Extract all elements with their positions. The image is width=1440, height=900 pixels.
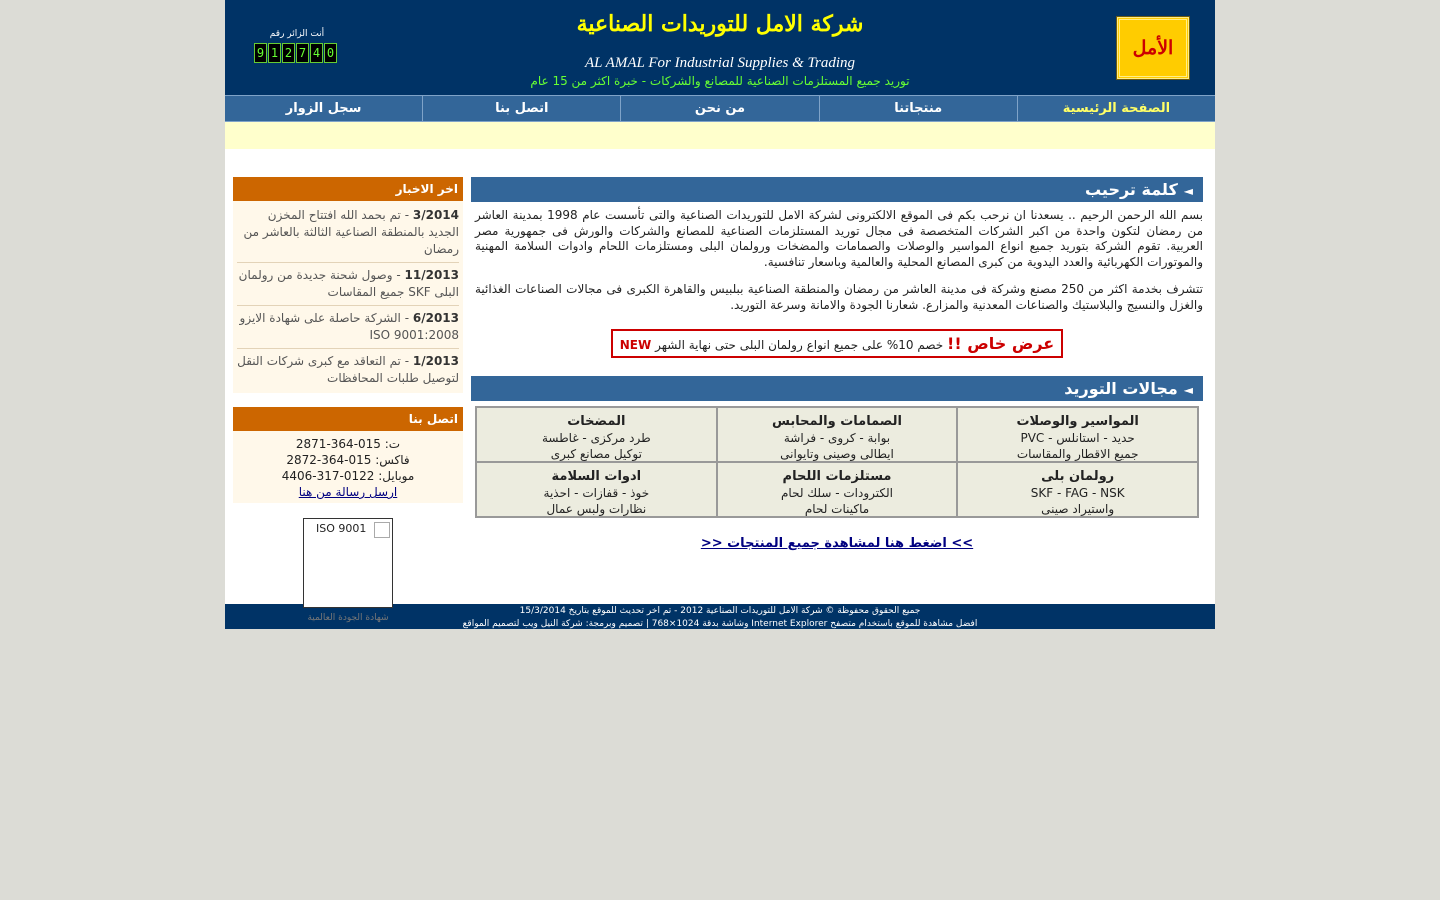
counter-digit: 2: [282, 43, 295, 63]
supply-grid: [475, 406, 1199, 518]
news-text: الشركة حاصلة على شهادة الايزو ISO 9001:2008: [239, 311, 459, 342]
supply-cell-title: الصمامات والمحابس: [772, 414, 902, 429]
contact-phone: ت: 015-364-2871: [295, 437, 401, 451]
nav-guestbook[interactable]: سجل الزوار: [285, 101, 362, 116]
offer-text: خصم 10% على جميع انواع رولمان البلى حتى نهاية الشهر: [655, 338, 944, 352]
contact-mobile: موبايل: 0122-317-4406: [281, 469, 415, 483]
supply-cell-line: توكيل مصانع كبرى: [550, 447, 642, 461]
counter-digit: 0: [324, 43, 337, 63]
special-offer-box: [611, 329, 1063, 358]
welcome-heading-text: كلمة ترحيب: [1084, 180, 1178, 199]
offer-title: عرض خاص !!: [947, 334, 1055, 353]
supply-cell[interactable]: [477, 463, 716, 516]
special-offer-wrap: [471, 329, 1203, 358]
counter-digit: 7: [296, 43, 309, 63]
more-products-wrap: [471, 532, 1203, 551]
news-heading: اخر الاخبار: [233, 177, 463, 201]
visitor-counter: [254, 43, 338, 63]
iso-caption: شهادة الجودة العالمية: [307, 613, 389, 623]
supply-heading-text: مجالات التوريد: [1064, 379, 1178, 398]
news-date: 11/2013: [404, 268, 459, 282]
nav-contact[interactable]: اتصل بنا: [422, 96, 620, 121]
arrow-left-icon: ◄: [1183, 383, 1193, 397]
broken-image-icon: [374, 522, 390, 538]
supply-cell-title: رولمان بلى: [1041, 469, 1115, 484]
counter-digit: 4: [310, 43, 323, 63]
arrow-left-icon: ◄: [1183, 184, 1193, 198]
news-date: 1/2013: [412, 354, 459, 368]
news-list: [233, 201, 463, 393]
supply-cell-title: المضخات: [567, 414, 626, 429]
welcome-paragraph: تتشرف بخدمة اكثر من 250 مصنع وشركة فى مدينة العاشر من رمضان والمنطقة الصناعية ببلبيس والقاهرة الكبرى فى مجالات الصناعات الغذائية والغزل والنسيج والبلاستيك والصناعات المعدنية والمزارع. شعارنا الجودة والامانة وسرعة التوريد.: [475, 282, 1203, 312]
iso-certificate: [233, 518, 463, 623]
news-item: 3/2014 - تم بحمد الله افتتاح المخزن الجديد بالمنطقة الصناعية الثالثة بالعاشر من رمضان: [237, 203, 459, 263]
supply-cell-line: جميع الاقطار والمقاسات: [1016, 447, 1139, 461]
welcome-heading: [471, 177, 1203, 202]
contact-heading: اتصل بنا: [233, 407, 463, 431]
site-tagline: توريد جميع المستلزمات الصناعية للمصانع والشركات - خبرة اكثر من 15 عام: [530, 74, 910, 88]
supply-cell[interactable]: [718, 463, 957, 516]
visitor-counter-label: أنت الزائر رقم: [269, 29, 325, 39]
iso-image[interactable]: [303, 518, 393, 608]
sidebar: [233, 177, 463, 623]
all-products-link[interactable]: >> اضغط هنا لمشاهدة جميع المنتجات <<: [700, 536, 974, 551]
page: [225, 0, 1215, 629]
news-item: 1/2013 - تم التعاقد مع كبرى شركات النقل لتوصيل طلبات المحافظات: [237, 354, 459, 385]
main-nav: [225, 95, 1215, 122]
supply-cell-line: واستيراد صينى: [1041, 502, 1115, 516]
supply-cell[interactable]: [958, 408, 1197, 461]
send-message-link[interactable]: ارسل رسالة من هنا: [298, 485, 398, 499]
nav-home[interactable]: الصفحة الرئيسية: [1017, 96, 1215, 121]
news-text: وصول شحنة جديدة من رولمان البلى SKF جميع المقاسات: [238, 268, 459, 299]
company-logo[interactable]: الأمل: [1117, 17, 1189, 79]
supply-cell[interactable]: [958, 463, 1197, 516]
news-item: 11/2013 - وصول شحنة جديدة من رولمان البلى SKF جميع المقاسات: [237, 263, 459, 306]
iso-alt-text: ISO 9001: [316, 522, 367, 535]
supply-cell-line: ايطالى وصينى وتايوانى: [780, 447, 894, 461]
supply-cell-line: ماكينات لحام: [804, 502, 870, 516]
marquee-strip: [225, 122, 1215, 149]
supply-cell-line: الكترودات - سلك لحام: [780, 486, 894, 500]
site-title-english: AL AMAL For Industrial Supplies & Trading: [584, 55, 856, 71]
supply-cell-line: نظارات ولبس عمال: [546, 502, 647, 516]
supply-cell-title: المواسير والوصلات: [1016, 414, 1139, 429]
contact-fax: فاكس: 015-364-2872: [286, 453, 410, 467]
main-column: [471, 177, 1203, 551]
supply-heading: [471, 376, 1203, 401]
site-title: شركة الامل للتوريدات الصناعية: [576, 11, 864, 37]
news-item: 6/2013 - الشركة حاصلة على شهادة الايزو ISO 9001:2008: [237, 306, 459, 349]
supply-cell-line: حديد - استانلس - PVC: [1020, 431, 1135, 445]
supply-cell[interactable]: [718, 408, 957, 461]
supply-cell-line: طرد مركزى - غاطسة: [541, 431, 651, 445]
news-text: تم بحمد الله افتتاح المخزن الجديد بالمنطقة الصناعية الثالثة بالعاشر من رمضان: [243, 208, 459, 256]
new-badge: NEW: [619, 338, 652, 352]
supply-cell-title: ادوات السلامة: [551, 469, 642, 484]
footer-copyright: جميع الحقوق محفوظة © شركة الامل للتوريدات الصناعية 2012 - تم اخر تحديث للموقع بتاريخ 15/3/2014: [519, 606, 921, 616]
supply-cell-title: مستلزمات اللحام: [782, 469, 892, 484]
news-text: تم التعاقد مع كبرى شركات النقل لتوصيل طلبات المحافظات: [237, 354, 459, 385]
site-header: [225, 0, 1215, 95]
supply-cell[interactable]: [477, 408, 716, 461]
nav-about[interactable]: من نحن: [620, 96, 818, 121]
supply-cell-line: بوابة - كروى - فراشة: [783, 431, 891, 445]
footer-credits: افضل مشاهدة للموقع باستخدام متصفح Internet Explorer وشاشة بدقة 1024×768 | تصميم وبرمجة: شركة النيل ويب لتصميم المواقع: [462, 619, 978, 629]
welcome-paragraph: بسم الله الرحمن الرحيم .. يسعدنا ان نرحب بكم فى الموقع الالكترونى لشركة الامل للتوريدات الصناعية والتى تأسست عام 1998 بمدينة العاشر من رمضان لتكون واحدة من اكبر الشركات المتخصصة فى مجال توريد المستلزمات الصناعية للمصانع والشركات والورش فى جمهورية مصر العربية. تقوم الشركة بتوريد جميع انواع المواسير والوصلات والصمامات والمضخات ورولمان البلى ومستلزمات اللحام وادوات السلامة المهنية والموتورات الكهربائية والعدد اليدوية من كبرى المصانع المحلية والعالمية وباسعار تنافسية.: [475, 208, 1203, 269]
supply-cell-line: خوذ - قفازات - احذية: [543, 486, 650, 500]
counter-digit: 1: [268, 43, 281, 63]
news-date: 6/2013: [412, 311, 459, 325]
nav-products[interactable]: منتجاتنا: [819, 96, 1017, 121]
supply-cell-line: SKF - FAG - NSK: [1030, 486, 1125, 500]
contact-box: [233, 431, 463, 503]
news-date: 3/2014: [412, 208, 459, 222]
counter-digit: 9: [254, 43, 267, 63]
